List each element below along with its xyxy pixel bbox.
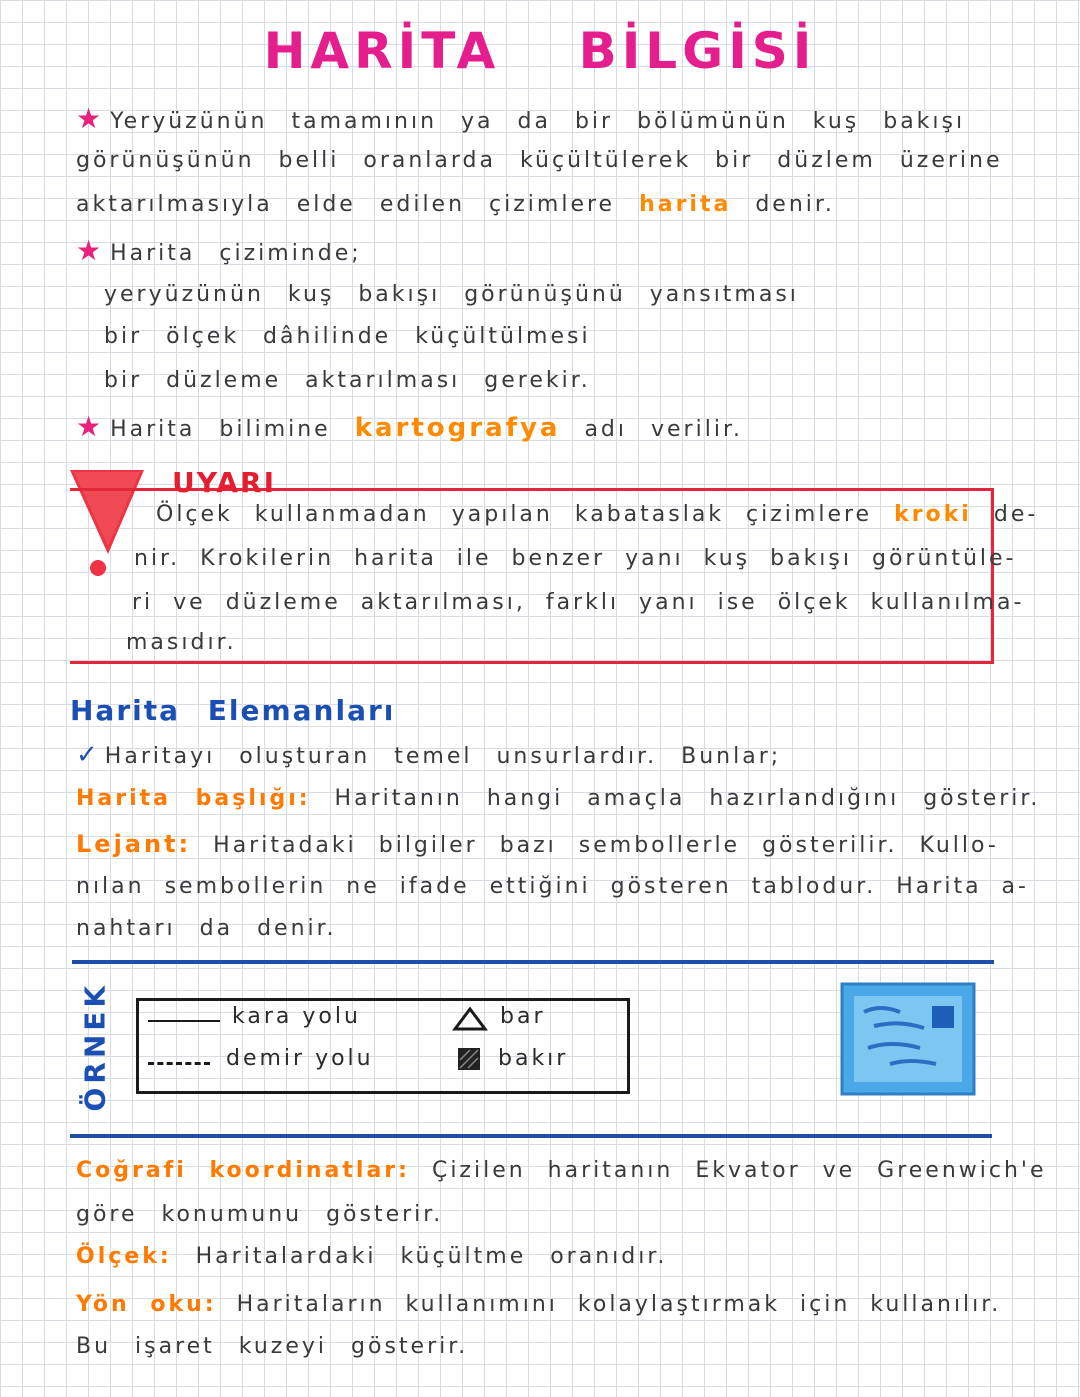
yon-oku-line-2: Bu işaret kuzeyi gösterir. xyxy=(76,1334,469,1359)
section-heading-elements: Harita Elemanları xyxy=(70,694,396,727)
legend-dam-label: bar xyxy=(500,1004,546,1029)
intro-line-3: aktarılmasıyla elde edilen çizimlere harita denir. xyxy=(76,192,835,217)
lejant-line-2: nılan sembollerin ne ifade ettiğini gösteren tablodur. Harita a- xyxy=(76,874,1029,899)
element-koordinatlar: Coğrafi koordinatlar: Çizilen haritanın Ekvator ve Greenwich'e xyxy=(76,1158,1047,1183)
title-word-bilgisi: BİLGİSİ xyxy=(578,22,817,80)
star-bullet-icon: ★ xyxy=(76,234,105,267)
page-title xyxy=(0,22,1080,80)
term-cografi-koordinatlar: Coğrafi koordinatlar: xyxy=(76,1158,410,1183)
legend-rail-label: demir yolu xyxy=(226,1046,374,1071)
term-lejant: Lejant: xyxy=(76,830,192,858)
example-label: ÖRNEK xyxy=(78,981,112,1112)
divider-top xyxy=(72,960,994,964)
requirement-item: yeryüzünün kuş bakışı görünüşünü yansıtması xyxy=(104,282,799,307)
term-yon-oku: Yön oku: xyxy=(76,1292,217,1317)
star-bullet-icon: ★ xyxy=(76,102,105,135)
requirement-item: bir düzleme aktarılması gerekir. xyxy=(104,368,591,393)
koordinatlar-line-2: göre konumunu gösterir. xyxy=(76,1202,444,1227)
rail-line-symbol xyxy=(148,1062,210,1065)
term-kroki: kroki xyxy=(894,502,972,527)
element-olcek: Ölçek: Haritalardaki küçültme oranıdır. xyxy=(76,1244,668,1269)
intro-line-1: ★ Yeryüzünün tamamının ya da bir bölümünün kuş bakışı xyxy=(76,102,966,135)
warning-label: UYARI xyxy=(172,466,276,499)
term-kartografya: kartografya xyxy=(354,413,561,443)
element-harita-basligi: Harita başlığı: Haritanın hangi amaçla hazırlandığını gösterir. xyxy=(76,786,1041,811)
term-harita-basligi: Harita başlığı: xyxy=(76,786,311,811)
legend-copper-label: bakır xyxy=(498,1046,569,1071)
legend-road-label: kara yolu xyxy=(232,1004,361,1029)
warning-line-2: nir. Krokilerin harita ile benzer yanı kuş bakışı görüntüle- xyxy=(134,546,1017,571)
warning-line-3: ri ve düzleme aktarılması, farklı yanı ise ölçek kullanılma- xyxy=(132,590,1025,615)
cartography-line: ★ Harita bilimine kartografya adı verilir. xyxy=(76,410,743,443)
checkmark-icon: ✓ xyxy=(76,740,101,770)
title-word-harita: HARİTA xyxy=(263,22,501,80)
divider-bottom xyxy=(70,1134,992,1138)
term-olcek: Ölçek: xyxy=(76,1244,172,1269)
warning-line-1: Ölçek kullanmadan yapılan kabataslak çizimlere kroki de- xyxy=(156,502,1039,527)
road-line-symbol xyxy=(148,1020,220,1022)
map-drawing-icon xyxy=(840,982,976,1096)
intro-line-2: görünüşünün belli oranlarda küçültülerek bir düzlem üzerine xyxy=(76,148,1003,173)
copper-square-icon xyxy=(456,1046,482,1072)
elements-intro: ✓ Haritayı oluşturan temel unsurlardır. Bunlar; xyxy=(76,740,782,770)
warning-line-4: masıdır. xyxy=(126,630,237,655)
requirements-heading: ★ Harita çiziminde; xyxy=(76,234,362,267)
star-bullet-icon: ★ xyxy=(76,410,105,443)
element-lejant: Lejant: Haritadaki bilgiler bazı sembollerle gösterilir. Kullo- xyxy=(76,830,999,858)
element-yon-oku: Yön oku: Haritaların kullanımını kolaylaştırmak için kullanılır. xyxy=(76,1292,1002,1317)
requirement-item: bir ölçek dâhilinde küçültülmesi xyxy=(104,324,591,349)
dam-triangle-icon xyxy=(452,1006,488,1032)
lejant-line-3: nahtarı da denir. xyxy=(76,916,337,941)
term-harita: harita xyxy=(639,192,732,217)
